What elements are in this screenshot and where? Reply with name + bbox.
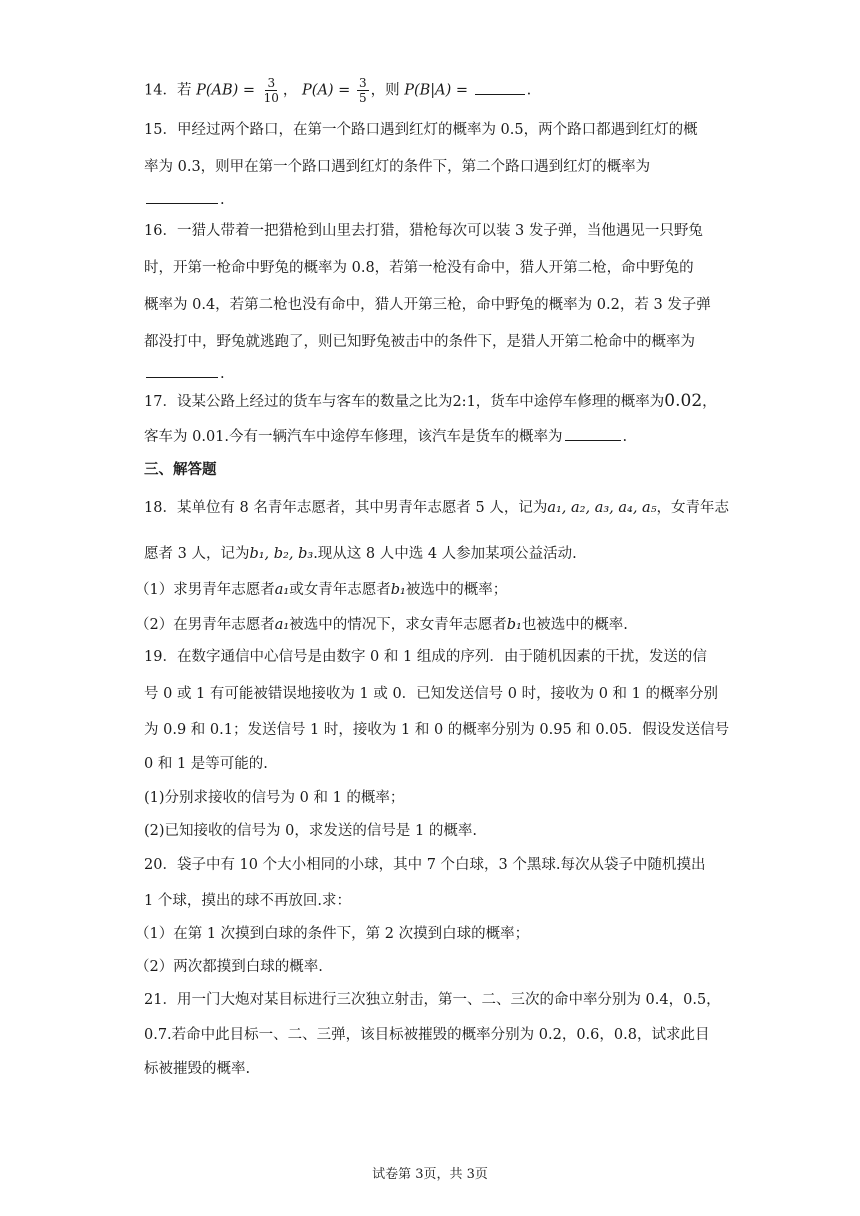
page-footer: 试卷第 3页，共 3页 [372,1167,488,1182]
q14-line [144,76,531,105]
q16-line-4: 都没打中，野兔就逃跑了，则已知野兔被击中的条件下，是猎人开第二枪命中的概率为 [144,334,695,350]
q16-line-5 [144,366,225,382]
q18-text-c: 愿者 3 人，记为 [144,546,250,562]
q14-answer-blank [475,93,525,95]
q15-end: . [220,192,225,208]
q14-frac1-den: 10 [263,91,279,105]
q17-text-b: ，货车中途停车修理的概率为 [475,394,665,410]
q19-line-3: 为 0.9 和 0.1；发送信号 1 时，接收为 1 和 0 的概率分别为 0.95 和 0.05．假设发送信号 [144,722,730,738]
q14-fraction-2 [357,76,369,105]
q18-part1-var-a1: a₁ [274,582,290,598]
q20-part-1: （1）在第 1 次摸到白球的条件下，第 2 次摸到白球的概率； [135,926,530,942]
q18-b-vars: b₁, b₂, b₃ [249,546,314,562]
q18-part-1 [135,578,507,599]
q21-line-2: 0.7.若命中此目标一、二、三弹，该目标被摧毁的概率分别为 0.2，0.6，0.8，试求此目 [144,1027,710,1043]
q16-line-1: 16．一猎人带着一把猎枪到山里去打猎，猎枪每次可以装 3 发子弹，当他遇见一只野兔 [144,223,703,239]
q14-then: ，则 [370,82,400,99]
q17-end: . [622,429,628,445]
q16-line-2: 时，开第一枪命中野兔的概率为 0.8，若第一枪没有命中，猎人开第二枪，命中野兔的 [144,260,694,276]
q14-pa: P(A) = [302,82,351,99]
q14-frac1-num: 3 [267,76,276,90]
q21-line-1: 21．用一门大炮对某目标进行三次独立射击，第一、二、三次的命中率分别为 0.4，0.5， [144,992,721,1008]
q14-end: . [526,82,532,99]
q18-part2-text-b: 被选中的情况下，求女青年志愿者 [289,617,507,633]
q17-answer-blank [565,439,621,441]
q17-text-c: ， [702,394,717,410]
q18-part1-text-c: 被选中的概率； [405,582,508,598]
q14-frac2-den: 5 [358,91,367,105]
q18-line-1 [144,496,729,517]
q18-part1-text-b: 或女青年志愿者 [289,582,391,598]
q18-part2-var-a1: a₁ [274,617,290,633]
q17-ratio: 2:1 [452,394,476,410]
q18-text-a: 18．某单位有 8 名青年志愿者，其中男青年志愿者 5 人，记为 [144,500,548,516]
q18-part1-var-b1: b₁ [390,582,406,598]
q18-text-b: ，女青年志 [656,500,730,516]
section-heading: 三、解答题 [144,461,217,478]
q18-line-2 [144,542,577,563]
q15-line-3 [144,192,225,208]
q18-part1-text-a: （1）求男青年志愿者 [135,582,275,598]
q14-pab: P(AB) = [196,82,256,99]
q20-part-2: （2）两次都摸到白球的概率. [135,959,323,975]
q18-part2-text-a: （2）在男青年志愿者 [135,617,275,633]
q14-pba: P(B|A) = [404,82,469,99]
q14-sep: ， [282,82,298,99]
q20-line-2: 1 个球，摸出的球不再放回.求： [144,893,351,909]
q19-line-2: 号 0 或 1 有可能被错误地接收为 1 或 0．已知发送信号 0 时，接收为 0 和 1 的概率分别 [144,686,718,702]
q16-line-3: 概率为 0.4，若第二枪也没有命中，猎人开第三枪，命中野兔的概率为 0.2，若 3 发子弹 [144,297,711,313]
q19-part-1: (1)分别求接收的信号为 0 和 1 的概率； [144,790,405,806]
q14-number: 14． [144,82,177,99]
q18-part2-text-c: 也被选中的概率. [521,617,628,633]
q16-end: . [220,366,225,382]
q17-text-a: 17．设某公路上经过的货车与客车的数量之比为 [144,394,453,410]
q17-line-2 [144,425,627,446]
q17-prob: 0.02 [664,391,703,411]
q17-text-line2: 客车为 0.01.今有一辆汽车中途停车修理，该汽车是货车的概率为 [144,429,563,445]
q14-prefix: 若 [176,82,192,99]
q15-answer-blank [146,202,218,204]
q20-line-1: 20．袋子中有 10 个大小相同的小球，其中 7 个白球，3 个黑球.每次从袋子中随机摸出 [144,857,706,873]
q14-frac2-num: 3 [358,76,367,90]
q15-line-2: 率为 0.3，则甲在第一个路口遇到红灯的条件下，第二个路口遇到红灯的概率为 [144,159,651,175]
q19-line-4: 0 和 1 是等可能的. [144,756,268,772]
q18-a-vars: a₁, a₂, a₃, a₄, a₅ [547,500,657,516]
q17-line-1 [144,390,717,411]
q16-answer-blank [146,376,218,378]
q18-part2-var-b1: b₁ [506,617,522,633]
q15-line-1: 15．甲经过两个路口，在第一个路口遇到红灯的概率为 0.5，两个路口都遇到红灯的概 [144,122,698,138]
q18-part-2 [135,613,628,634]
q19-line-1: 19．在数字通信中心信号是由数字 0 和 1 组成的序列．由于随机因素的干扰，发送的信 [144,649,707,665]
q19-part-2: (2)已知接收的信号为 0，求发送的信号是 1 的概率. [144,823,477,839]
q21-line-3: 标被摧毁的概率. [144,1061,251,1077]
q18-text-d: .现从这 8 人中选 4 人参加某项公益活动. [313,546,577,562]
q14-fraction-1 [262,76,281,105]
